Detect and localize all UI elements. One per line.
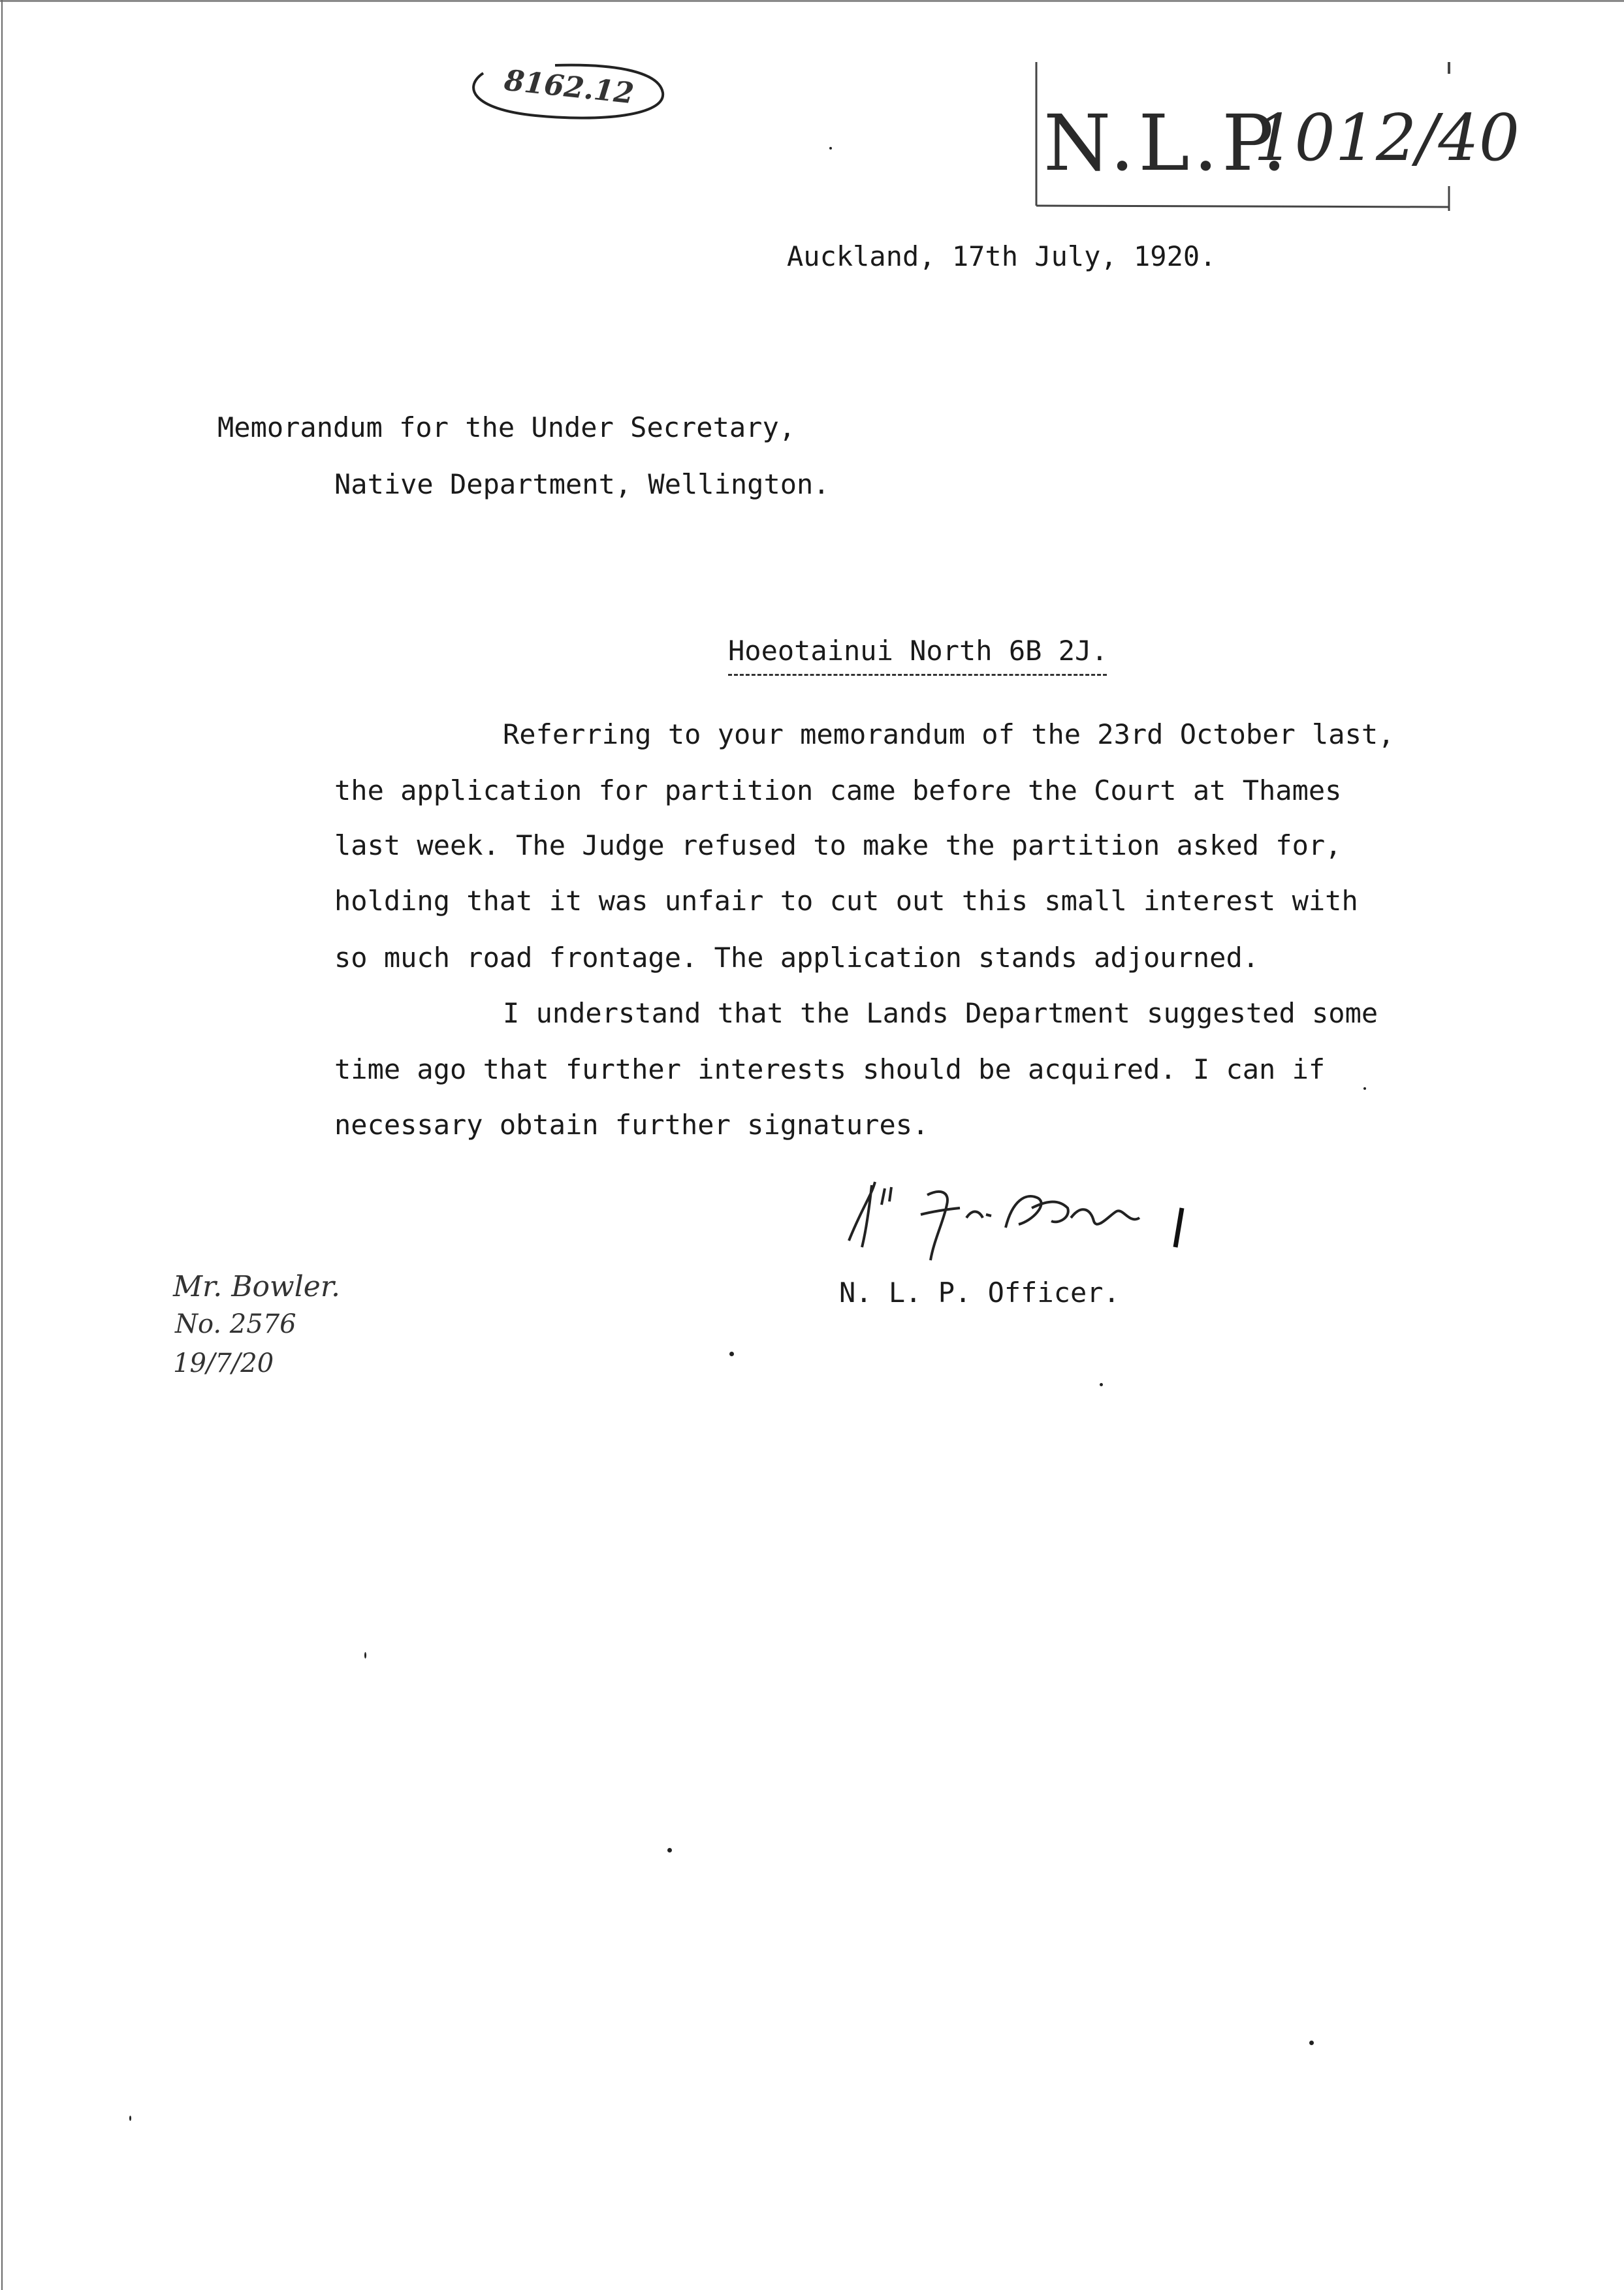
body-line: I understand that the Lands Department suggested some — [503, 997, 1378, 1029]
margin-note-name: Mr. Bowler. — [173, 1270, 341, 1303]
scan-speck — [829, 147, 832, 150]
handwritten-signature — [836, 1169, 1202, 1267]
margin-note-number: No. 2576 — [175, 1309, 296, 1339]
file-reference: 8162.12 — [502, 63, 636, 111]
scan-edge-top — [0, 0, 1624, 2]
scan-speck — [364, 1652, 366, 1659]
scan-speck — [667, 1848, 672, 1853]
scan-speck — [1363, 1087, 1366, 1090]
subject-heading: Hoeotainui North 6B 2J. — [728, 635, 1108, 667]
body-line: so much road frontage. The application stands adjourned. — [334, 942, 1260, 974]
body-line: holding that it was unfair to cut out this small interest with — [334, 885, 1358, 917]
scan-edge-left — [1, 0, 3, 2290]
signature-title: N. L. P. Officer. — [839, 1277, 1120, 1309]
scan-speck — [1100, 1383, 1103, 1386]
body-line: last week. The Judge refused to make the partition asked for, — [334, 829, 1342, 861]
addressee-line-1: Memorandum for the Under Secretary, — [217, 411, 796, 443]
scan-speck — [129, 2116, 131, 2121]
margin-note-date: 19/7/20 — [173, 1348, 274, 1378]
body-line: time ago that further interests should be acquired. I can if — [334, 1053, 1326, 1085]
body-line: necessary obtain further signatures. — [334, 1109, 929, 1141]
addressee-line-2: Native Department, Wellington. — [334, 468, 830, 500]
nlp-stamp-prefix: N.L.P. — [1043, 98, 1291, 188]
body-line: Referring to your memorandum of the 23rd October last, — [503, 718, 1395, 750]
nlp-stamp-number: 1012/40 — [1254, 101, 1520, 176]
dateline: Auckland, 17th July, 1920. — [787, 240, 1217, 272]
subject-underline — [728, 674, 1107, 676]
scan-speck — [1309, 2041, 1314, 2045]
scan-speck — [729, 1352, 734, 1356]
body-line: the application for partition came before the Court at Thames — [334, 774, 1342, 806]
